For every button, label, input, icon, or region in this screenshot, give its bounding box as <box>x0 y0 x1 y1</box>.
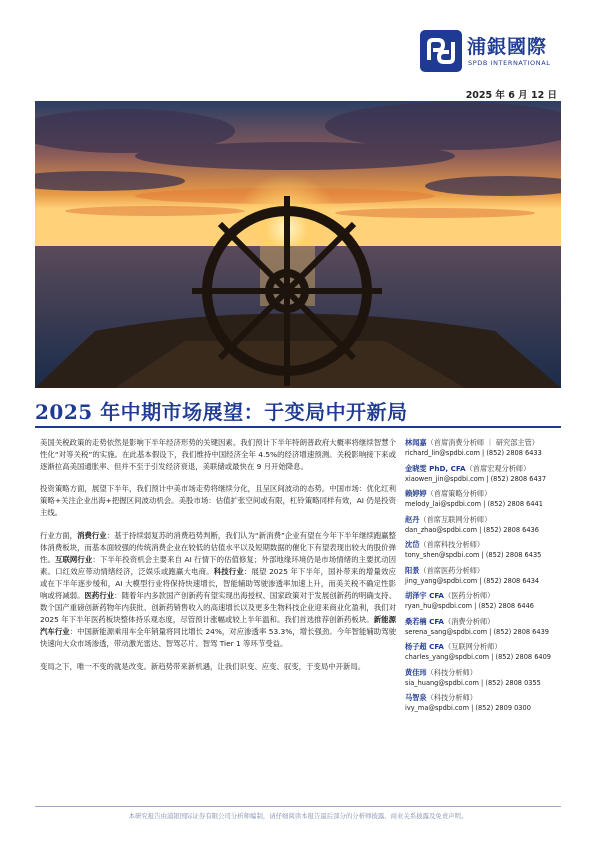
summary-body <box>40 437 396 683</box>
analyst-title: （首席互联网分析师） <box>419 514 492 524</box>
sector-text-ev: ：中国新能源乘用车全年销量将同比增长 24%，对应渗透率 53.3%，增长强劲。今年智能辅助驾驶快速向大众市场渗透，带动激光雷达、智驾芯片、智驾 Tier 1 等环节受益。 <box>40 627 396 649</box>
analyst-contact[interactable]: serena_sang@spdbi.com | (852) 2808 6439 <box>405 627 549 636</box>
analyst-name: 胡泽宇 CFA <box>405 591 444 600</box>
spdbi-logo-mark <box>420 30 462 72</box>
analyst-title: （科技分析师） <box>426 667 477 677</box>
analyst-name: 马智泉 <box>405 693 427 702</box>
paragraph-sectors <box>40 530 396 651</box>
brand-name-cn: 浦銀國際 <box>467 36 548 58</box>
analyst-contact[interactable]: richard_lin@spdbi.com | (852) 2808 6433 <box>405 449 542 457</box>
sector-text-pharma: ：随着年内多款国产创新药有望实现出海授权、国家政策对于发展创新药的明确支持、数个国产重磅创新药物年内获批、创新药销售收入的高速增长以及更多生物科技企业迎来商业化盈利，我们对 2025 年下半年医药板块整体持乐观态度，尽管预计涨幅或较上半年温和。我们首选推荐创新药板块。 <box>40 591 396 625</box>
sector-label-consumer: 消费行业 <box>77 530 107 540</box>
analyst-entry <box>405 539 570 561</box>
analyst-entry <box>405 565 570 587</box>
analyst-list <box>405 437 570 718</box>
analyst-entry <box>405 590 570 612</box>
sector-label-internet: 互联网行业 <box>54 554 93 564</box>
analyst-contact[interactable]: tony_shen@spdbi.com | (852) 2808 6435 <box>405 551 542 559</box>
analyst-entry <box>405 514 570 536</box>
analyst-name: 阳景 <box>405 565 420 575</box>
paragraph-macro: 美国关税政策的走势依然是影响下半年经济形势的关键因素。我们预计下半年特朗普政府大概率将继续智慧个性化“对等关税”的实施。在此基本假设下，我们维持中国经济全年 4.5%的经济增速预测。关税影响接下来或逐渐拉高美国通胀率、但并不至于引发经济衰退，美联储或最快在 9 月开始降息。 <box>40 438 396 472</box>
analyst-name: 金晓雯 PhD, CFA <box>405 463 466 473</box>
analyst-title: （首席科技分析师） <box>419 540 485 549</box>
analyst-entry <box>405 437 570 459</box>
sector-label-ev: 新能源汽车行业 <box>40 615 396 637</box>
analyst-contact[interactable]: dan_zhao@spdbi.com | (852) 2808 6436 <box>405 525 539 534</box>
title-divider <box>35 426 561 428</box>
analyst-title: （首席医药分析师） <box>419 565 485 575</box>
analyst-contact[interactable]: charles_yang@spdbi.com | (852) 2808 6409 <box>405 653 551 661</box>
footer-divider <box>35 806 561 807</box>
disclaimer-footer: 本研究报告由浦银国际证券有限公司分析师编制，请仔细阅读本报告最后部分的分析师披露、商业关系披露及免责声明。 <box>128 812 468 820</box>
analyst-name: 沈岱 <box>405 540 420 549</box>
sector-intro: 行业方面， <box>40 530 78 540</box>
analyst-entry <box>405 616 570 638</box>
analyst-title: （消费分析师） <box>444 616 495 626</box>
hero-image <box>35 101 561 388</box>
analyst-contact[interactable]: xiaowen_jin@spdbi.com | (852) 2808 6437 <box>405 474 547 483</box>
sector-text-tech: ：展望 2025 年下半年，国补带来的增量效应或在下半年逐步缓和，AI 大模型行业将保持快速增长，智能辅助驾驶渗透率加速上升，而美关税不确定性影响或将减弱。 <box>40 566 396 601</box>
analyst-title: （首席宏观分析师） <box>465 463 531 473</box>
analyst-entry <box>405 667 570 689</box>
analyst-title: （互联网分析师） <box>444 642 502 651</box>
analyst-name: 赵丹 <box>405 514 420 524</box>
analyst-entry <box>405 488 570 510</box>
analyst-entry <box>405 692 570 714</box>
sector-label-pharma: 医药行业 <box>84 591 115 601</box>
analyst-title: （医药分析师） <box>444 591 495 600</box>
analyst-entry <box>405 463 570 485</box>
analyst-entry <box>405 641 570 663</box>
analyst-contact[interactable]: ivy_ma@spdbi.com | (852) 2809 0300 <box>405 704 531 712</box>
report-title: 2025 年中期市场展望：于变局中开新局 <box>35 400 408 424</box>
analyst-title: （首席策略分析师） <box>426 489 492 498</box>
analyst-name: 桑若楠 CFA <box>405 616 444 626</box>
analyst-name: 杨子超 CFA <box>405 642 444 651</box>
sector-text-consumer: ：基于持续弱复苏的消费趋势判断，我们认为“新消费”企业有望在今年下半年继续跑赢整体消费板块，而基本面较强的传统消费企业在较低的估值水平以及短期数据的催化下有望表现出较大的股价弹性。 <box>40 530 396 564</box>
paragraph-strategy: 投资策略方面，展望下半年，我们预计中美市场走势将继续分化，且呈区间波动的态势。中国市场：优化红利策略+关注企业出海+把握区间波动机会。美股市场：估值扩张空间或有限，杠铃策略同样有效，AI 仍是投资主线。 <box>40 484 396 518</box>
steering-wheel-sunset-image <box>35 101 561 388</box>
analyst-name: 黄佳玮 <box>405 667 427 677</box>
analyst-title: （科技分析师） <box>426 693 477 702</box>
analyst-contact[interactable]: ryan_hu@spdbi.com | (852) 2808 6446 <box>405 602 534 610</box>
analyst-name: 林闻嘉 <box>405 438 427 447</box>
analyst-contact[interactable]: sia_huang@spdbi.com | (852) 2808 0355 <box>405 678 541 687</box>
analyst-title: （首席消费分析师 ｜ 研究部主管） <box>426 438 539 447</box>
brand-name-en: SPDB INTERNATIONAL <box>468 59 551 67</box>
sector-label-tech: 科技行业 <box>213 566 244 576</box>
spdbi-logo <box>420 30 570 74</box>
analyst-contact[interactable]: jing_yang@spdbi.com | (852) 2808 6434 <box>405 576 540 585</box>
sector-text-internet: ：下半年投资机会主要来自 AI 行情下的估值修复；外部地缘环境仍是市场情绪的主要扰动因素。口红效应带动情绪经济，泛娱乐或跑赢大电商。 <box>40 554 396 576</box>
analyst-contact[interactable]: melody_lai@spdbi.com | (852) 2808 6441 <box>405 500 543 508</box>
analyst-name: 赖婷婷 <box>405 489 427 498</box>
report-date: 2025 年 6 月 12 日 <box>465 90 557 101</box>
paragraph-closing: 变局之下，唯一不变的就是改变。新趋势带来新机遇，让我们识变、应变、驭变，于变局中开新局。 <box>40 661 366 671</box>
